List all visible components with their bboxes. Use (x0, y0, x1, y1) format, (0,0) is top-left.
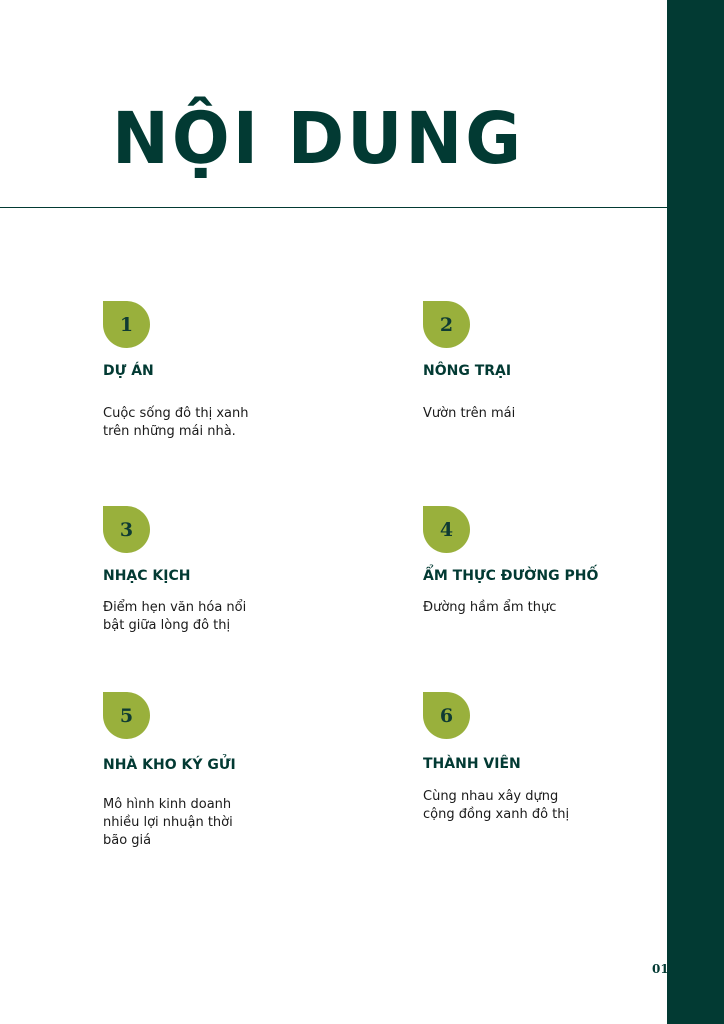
description-line: Cùng nhau xây dựng (423, 789, 559, 804)
number-badge: 5 (103, 692, 150, 739)
number-badge: 2 (423, 301, 470, 348)
description-line: Cuộc sống đô thị xanh (103, 406, 249, 421)
item-description (423, 405, 515, 423)
description-line: bật giữa lòng đô thị (103, 618, 231, 633)
page-number: 01 (652, 962, 669, 976)
number-badge: 3 (103, 506, 150, 553)
item-heading: DỰ ÁN (103, 363, 154, 379)
right-sidebar-band (667, 0, 724, 1024)
item-description (423, 599, 556, 617)
description-line: Vườn trên mái (423, 406, 516, 421)
item-description (103, 405, 248, 441)
description-line: nhiều lợi nhuận thời (103, 815, 233, 830)
item-heading: THÀNH VIÊN (423, 756, 521, 772)
description-line: cộng đồng xanh đô thị (423, 807, 570, 822)
item-description (103, 796, 233, 850)
item-heading: NÔNG TRẠI (423, 363, 512, 379)
description-line: Đường hầm ẩm thực (423, 600, 557, 615)
item-description (423, 788, 569, 824)
description-line: Điểm hẹn văn hóa nổi (103, 600, 247, 615)
number-badge: 6 (423, 692, 470, 739)
number-badge: 4 (423, 506, 470, 553)
item-heading: ẨM THỰC ĐƯỜNG PHỐ (423, 568, 599, 584)
description-line: bão giá (103, 833, 152, 848)
title-divider (0, 207, 667, 208)
number-badge: 1 (103, 301, 150, 348)
page-title: NỘI DUNG (112, 97, 525, 181)
item-heading: NHÀ KHO KÝ GỬI (103, 757, 236, 773)
item-heading: NHẠC KỊCH (103, 568, 191, 584)
description-line: Mô hình kinh doanh (103, 797, 232, 812)
description-line: trên những mái nhà. (103, 424, 236, 439)
item-description (103, 599, 246, 635)
